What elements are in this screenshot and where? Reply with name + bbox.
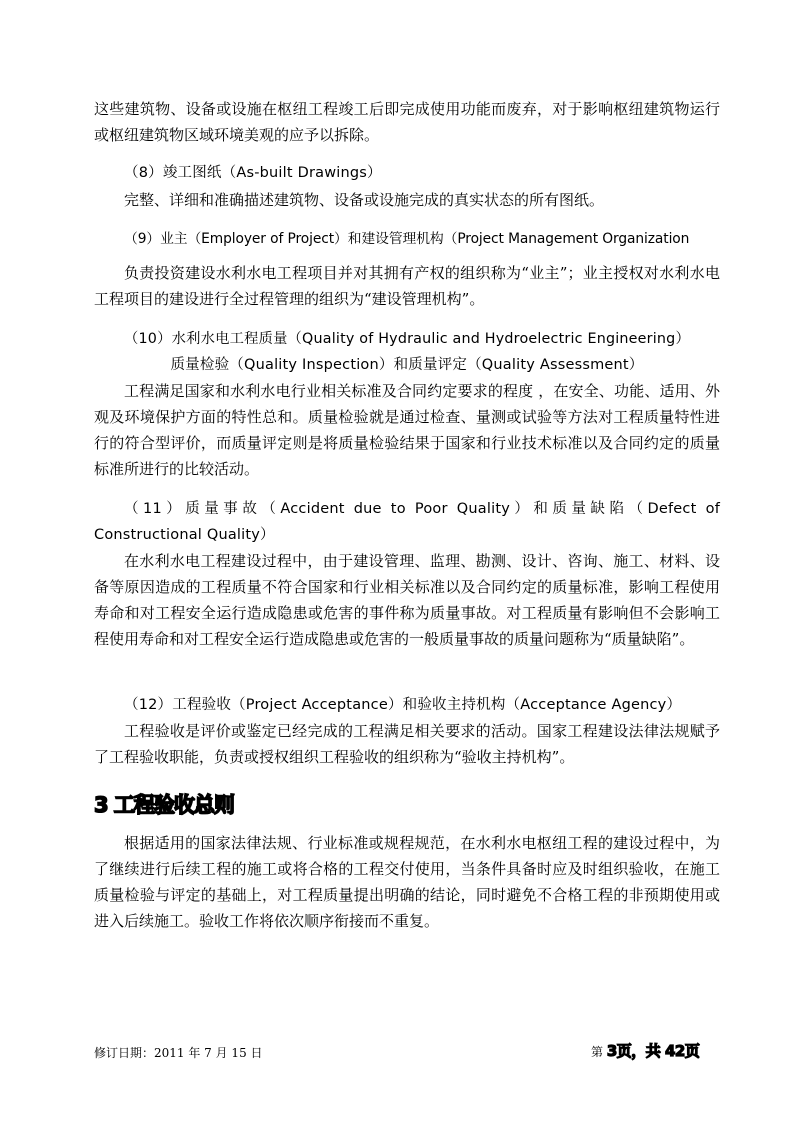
section-title: 3 工程验收总则: [94, 793, 234, 817]
section-body: 根据适用的国家法律法规、行业标准或规程规范，在水利水电枢纽工程的建设过程中，为了继续进行后续工程的施工或将合格的工程交付使用，当条件具备时应及时组织验收，在施工质量检验与评定的基础上，对工程质量提出明确的结论，同时避免不合格工程的非预期使用或进入后续施工。验收工作将依次顺序衔接而不重复。: [94, 834, 720, 930]
paragraph-quality: 工程满足国家和水利水电行业相关标准及合同约定要求的程度 ，在安全、功能、适用、外观及环境保护方面的特性总和。质量检验就是通过检查、量测或试验等方法对工程质量特性进行的符合型评价，而质量评定则是将质量检验结果于国家和行业技术标准以及合同约定的质量标准所进行的比较活动。: [94, 382, 720, 478]
heading-quality-inspection: 质量检验（Quality Inspection）和质量评定（Quality Assessment）: [170, 357, 644, 373]
footer-revision-date: 修订日期：2011 年 7 月 15 日: [94, 1046, 263, 1060]
paragraph-as-built-drawings: 完整、详细和准确描述建筑物、设备或设施完成的真实状态的所有图纸。: [124, 191, 605, 209]
paragraph-project-acceptance: 工程验收是评价或鉴定已经完成的工程满足相关要求的活动。国家工程建设法律法规赋予了工程验收职能，负责或授权组织工程验收的组织称为“验收主持机构”。: [94, 722, 720, 766]
footer-page-number: [591, 1040, 699, 1063]
page-prefix: 第: [591, 1045, 607, 1059]
heading-project-acceptance: （12）工程验收（Project Acceptance）和验收主持机构（Acceptance Agency）: [124, 697, 682, 713]
page-count: 3页，共 42页: [606, 1042, 700, 1060]
heading-employer: （9）业主（Employer of Project）和建设管理机构（Project Management Organization: [124, 231, 690, 247]
paragraph-demolition: 这些建筑物、设备或设施在枢纽工程竣工后即完成使用功能而废弃，对于影响枢纽建筑物运行或枢纽建筑物区域环境美观的应予以拆除。: [94, 100, 720, 144]
heading-quality-accident: （11）质量事故（Accident due to Poor Quality）和质量缺陷（Defect of Constructional Quality）: [94, 501, 720, 543]
paragraph-employer: 负责投资建设水利水电工程项目并对其拥有产权的组织称为“业主”；业主授权对水利水电工程项目的建设进行全过程管理的组织为“建设管理机构”。: [94, 264, 720, 308]
heading-as-built-drawings: （8）竣工图纸（As-built Drawings）: [124, 165, 382, 181]
paragraph-quality-accident: 在水利水电工程建设过程中，由于建设管理、监理、勘测、设计、咨询、施工、材料、设备等原因造成的工程质量不符合国家和行业相关标准以及合同约定的质量标准，影响工程使用寿命和对工程安全运行造成隐患或危害的事件称为质量事故。对工程质量有影响但不会影响工程使用寿命和对工程安全运行造成隐患或危害的一般质量事故的质量问题称为“质量缺陷”。: [94, 552, 720, 648]
heading-quality: （10）水利水电工程质量（Quality of Hydraulic and Hydroelectric Engineering）: [124, 331, 690, 347]
